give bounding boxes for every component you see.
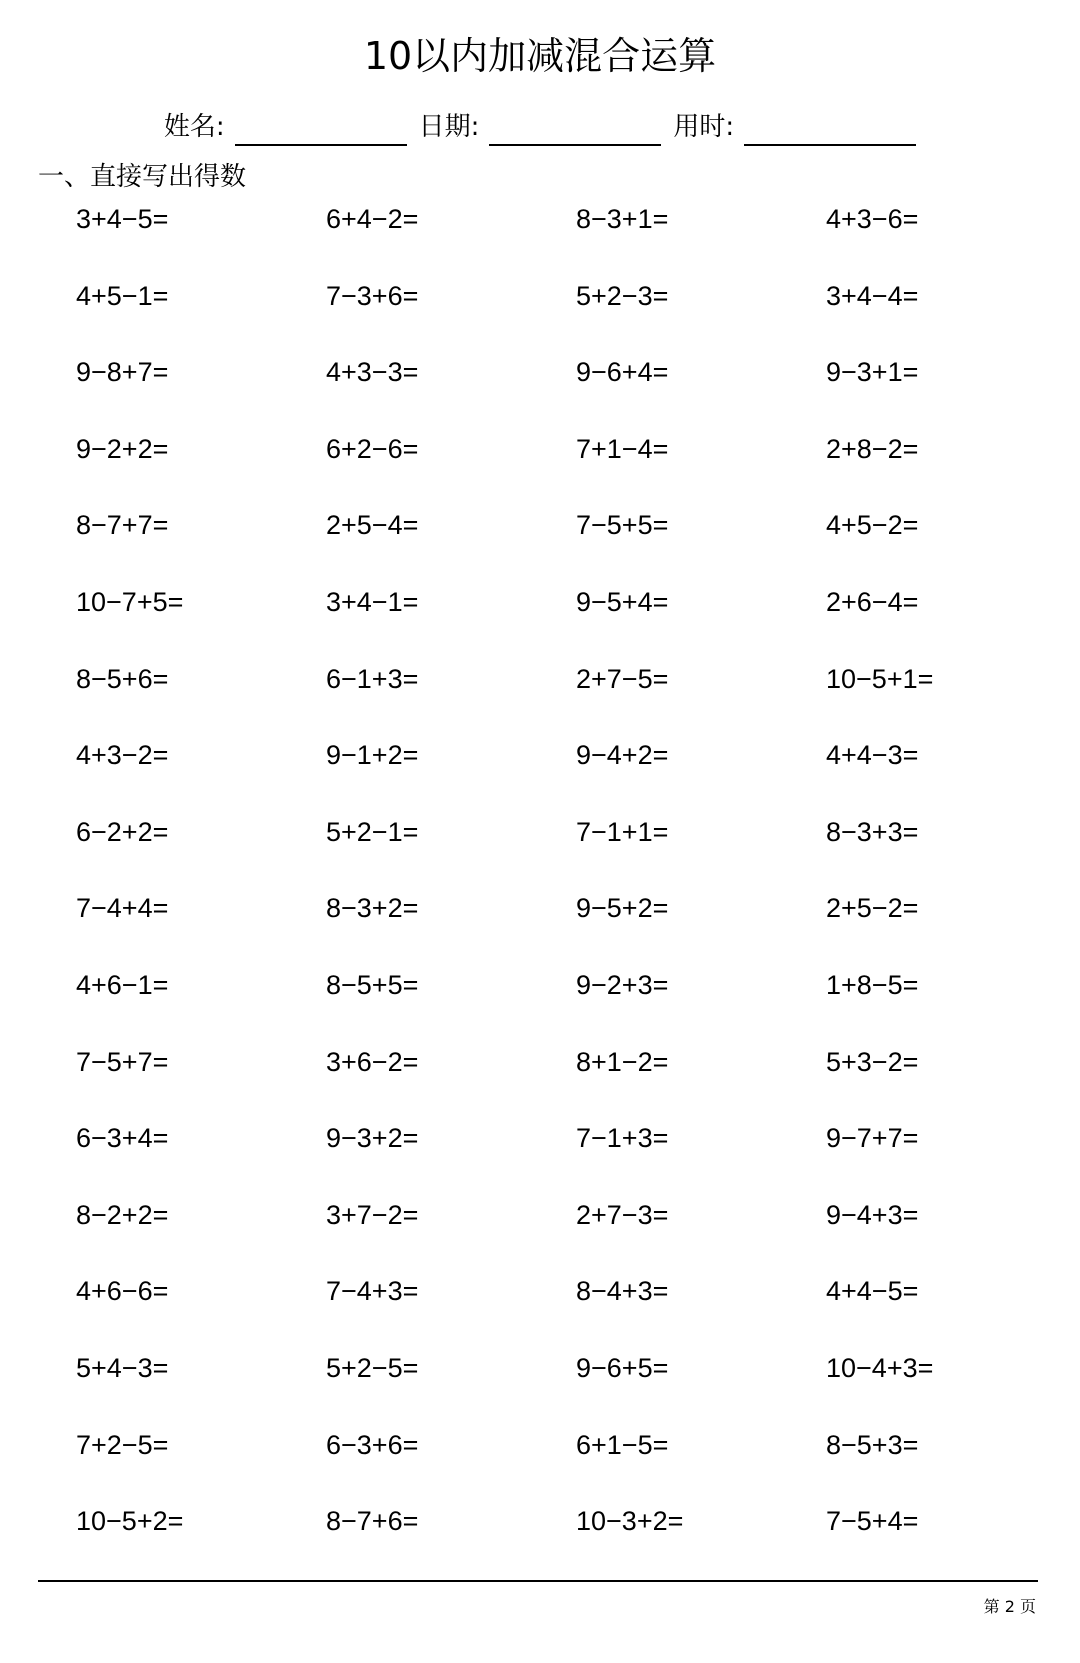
math-problem: 5+2−1= xyxy=(326,816,419,847)
math-problem: 8−3+3= xyxy=(826,816,919,847)
math-problem: 7−5+7= xyxy=(76,1046,169,1077)
problem-row xyxy=(76,965,1076,1042)
math-problem: 6−1+3= xyxy=(326,663,419,694)
math-problem: 8−5+6= xyxy=(76,663,169,694)
footer-divider xyxy=(38,1580,1038,1582)
math-problem: 4+3−6= xyxy=(826,204,919,234)
math-problem: 3+4−5= xyxy=(76,204,169,234)
math-problem: 9−4+2= xyxy=(576,740,669,771)
math-problem: 6+4−2= xyxy=(326,204,419,234)
math-problem: 9−5+4= xyxy=(576,586,669,617)
math-problem: 3+6−2= xyxy=(326,1046,419,1077)
math-problem: 4+3−3= xyxy=(326,357,419,388)
problem-row xyxy=(76,888,1076,965)
math-problem: 7+1−4= xyxy=(576,433,669,464)
problem-row xyxy=(76,1425,1076,1502)
problem-row xyxy=(76,1195,1076,1272)
math-problem: 4+4−3= xyxy=(826,740,919,771)
math-problem: 8−5+5= xyxy=(326,969,419,1000)
math-problem: 8−5+3= xyxy=(826,1429,919,1460)
math-problem: 5+4−3= xyxy=(76,1352,169,1383)
math-problem: 9−1+2= xyxy=(326,740,419,771)
time-field xyxy=(673,108,916,146)
math-problem: 7−1+3= xyxy=(576,1123,669,1154)
date-label: 日期: xyxy=(418,112,480,142)
problem-row xyxy=(76,429,1076,506)
name-field xyxy=(164,108,407,146)
math-problem: 6−2+2= xyxy=(76,816,169,847)
math-problem: 8−2+2= xyxy=(76,1199,169,1230)
math-problem: 3+4−4= xyxy=(826,280,919,311)
page-number: 第 2 页 xyxy=(983,1597,1036,1616)
problem-row xyxy=(76,659,1076,736)
problem-row xyxy=(76,735,1076,812)
name-blank[interactable] xyxy=(235,116,407,146)
math-problem: 7−3+6= xyxy=(326,280,419,311)
math-problem: 7−1+1= xyxy=(576,816,669,847)
math-problem: 4+6−1= xyxy=(76,969,169,1000)
math-problem: 7−4+3= xyxy=(326,1276,419,1307)
math-problem: 7−4+4= xyxy=(76,893,169,924)
problem-row xyxy=(76,1348,1076,1425)
math-problem: 10−4+3= xyxy=(826,1352,934,1383)
math-problem: 6−3+4= xyxy=(76,1123,169,1154)
page-title: 10以内加减混合运算 xyxy=(363,34,717,78)
section-heading: 一、直接写出得数 xyxy=(38,162,247,192)
math-problem: 8−3+2= xyxy=(326,893,419,924)
math-problem: 9−3+2= xyxy=(326,1123,419,1154)
problem-row xyxy=(76,199,1076,276)
math-problem: 4+5−2= xyxy=(826,510,919,541)
math-problem: 1+8−5= xyxy=(826,969,919,1000)
math-problem: 6+2−6= xyxy=(326,433,419,464)
math-problem: 9−2+3= xyxy=(576,969,669,1000)
math-problem: 9−2+2= xyxy=(76,433,169,464)
problem-row xyxy=(76,1118,1076,1195)
problem-row xyxy=(76,1271,1076,1348)
math-problem: 8−4+3= xyxy=(576,1276,669,1307)
math-problem: 10−5+2= xyxy=(76,1506,184,1537)
math-problem: 6−3+6= xyxy=(326,1429,419,1460)
time-blank[interactable] xyxy=(744,116,916,146)
math-problem: 7−5+4= xyxy=(826,1506,919,1537)
math-problem: 5+3−2= xyxy=(826,1046,919,1077)
math-problem: 9−6+5= xyxy=(576,1352,669,1383)
date-blank[interactable] xyxy=(489,116,661,146)
math-problem: 5+2−3= xyxy=(576,280,669,311)
date-field xyxy=(419,108,662,146)
math-problem: 8−3+1= xyxy=(576,204,669,234)
math-problem: 4+4−5= xyxy=(826,1276,919,1307)
math-problem: 2+7−5= xyxy=(576,663,669,694)
math-problem: 6+1−5= xyxy=(576,1429,669,1460)
math-problem: 9−4+3= xyxy=(826,1199,919,1230)
math-problem: 10−3+2= xyxy=(576,1506,684,1537)
math-problem: 8−7+7= xyxy=(76,510,169,541)
math-problem: 5+2−5= xyxy=(326,1352,419,1383)
math-problem: 9−6+4= xyxy=(576,357,669,388)
math-problem: 8−7+6= xyxy=(326,1506,419,1537)
name-label: 姓名: xyxy=(163,112,225,142)
problem-row xyxy=(76,1501,1076,1578)
math-problem: 9−7+7= xyxy=(826,1123,919,1154)
math-problem: 9−3+1= xyxy=(826,357,919,388)
math-problem: 8+1−2= xyxy=(576,1046,669,1077)
math-problem: 2+8−2= xyxy=(826,433,919,464)
math-problem: 9−5+2= xyxy=(576,893,669,924)
math-problem: 7−5+5= xyxy=(576,510,669,541)
math-problem: 10−5+1= xyxy=(826,663,934,694)
math-problem: 4+6−6= xyxy=(76,1276,169,1307)
math-problem: 9−8+7= xyxy=(76,357,169,388)
problem-row xyxy=(76,352,1076,429)
math-problem: 2+5−2= xyxy=(826,893,919,924)
math-problem: 4+5−1= xyxy=(76,280,169,311)
problem-row xyxy=(76,505,1076,582)
problem-row xyxy=(76,276,1076,353)
math-problem: 3+4−1= xyxy=(326,586,419,617)
math-problem: 2+5−4= xyxy=(326,510,419,541)
math-problem: 4+3−2= xyxy=(76,740,169,771)
problem-row xyxy=(76,1042,1076,1119)
math-problem: 2+6−4= xyxy=(826,586,919,617)
time-label: 用时: xyxy=(673,112,735,142)
math-problem: 10−7+5= xyxy=(76,586,184,617)
problem-row xyxy=(76,582,1076,659)
math-problem: 7+2−5= xyxy=(76,1429,169,1460)
problem-row xyxy=(76,812,1076,889)
math-problem: 2+7−3= xyxy=(576,1199,669,1230)
student-info-row xyxy=(0,108,1080,146)
math-problem: 3+7−2= xyxy=(326,1199,419,1230)
problem-grid xyxy=(76,199,1076,1578)
